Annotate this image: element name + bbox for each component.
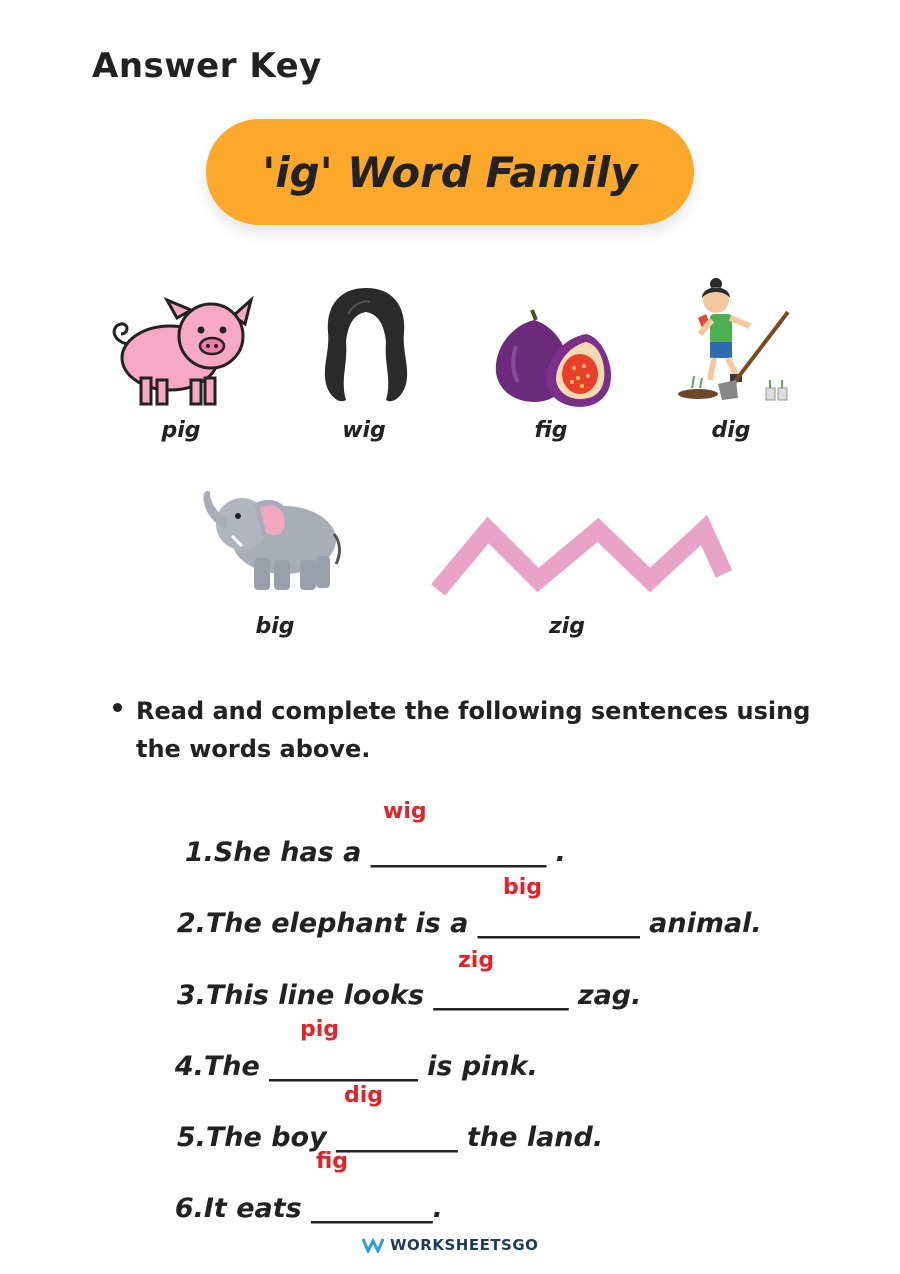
sentence-number: 3.: [176, 980, 206, 1011]
sentence-1: [166, 806, 566, 868]
brand-w-icon: [362, 1237, 384, 1253]
bullet-dot: [113, 703, 122, 712]
zigzag-icon: [428, 512, 732, 600]
footer-brand: [362, 1236, 538, 1254]
title-banner: [206, 119, 694, 225]
sentence-3: [158, 949, 641, 1011]
sentence-6: [156, 1162, 443, 1224]
picture-label-fig: fig: [534, 418, 568, 443]
brand-name-worksheets: WORKSHEETS: [390, 1236, 513, 1254]
wig-icon: [318, 284, 414, 408]
answer-6: fig: [316, 1149, 349, 1174]
pig-icon: [105, 296, 255, 408]
elephant-icon: [196, 484, 346, 596]
answer-5: dig: [344, 1083, 384, 1108]
picture-label-big: big: [255, 614, 295, 639]
answer-3: zig: [458, 948, 495, 973]
picture-label-zig: zig: [548, 614, 586, 639]
answer-key-heading: Answer Key: [92, 46, 322, 86]
fig-icon: [492, 306, 616, 412]
sentence-text: The boy _________ the land.: [205, 1122, 604, 1153]
sentence-text: She has a _____________ .: [213, 837, 566, 868]
sentence-text: It eats _________.: [203, 1193, 443, 1224]
picture-label-wig: wig: [342, 418, 386, 443]
sentence-text: The ___________ is pink.: [203, 1051, 538, 1082]
picture-label-pig: pig: [161, 418, 201, 443]
sentence-4: [156, 1020, 538, 1082]
sentence-text: The elephant is a ____________ animal.: [205, 908, 762, 939]
sentence-number: 5.: [176, 1122, 206, 1153]
answer-1: wig: [383, 799, 427, 824]
answer-4: pig: [300, 1017, 340, 1042]
instruction-text: Read and complete the following sentences using the words above.: [136, 697, 811, 763]
sentence-number: 4.: [174, 1051, 204, 1082]
dig-icon: [672, 276, 796, 408]
sentence-number: 1.: [184, 837, 214, 868]
sentence-text: This line looks __________ zag.: [205, 980, 642, 1011]
answer-2: big: [503, 875, 543, 900]
worksheet-title: 'ig' Word Family: [262, 147, 638, 197]
picture-label-dig: dig: [711, 418, 751, 443]
sentence-number: 6.: [174, 1193, 204, 1224]
brand-name-go: GO: [512, 1236, 539, 1254]
sentence-number: 2.: [176, 908, 206, 939]
sentence-2: [158, 877, 762, 939]
